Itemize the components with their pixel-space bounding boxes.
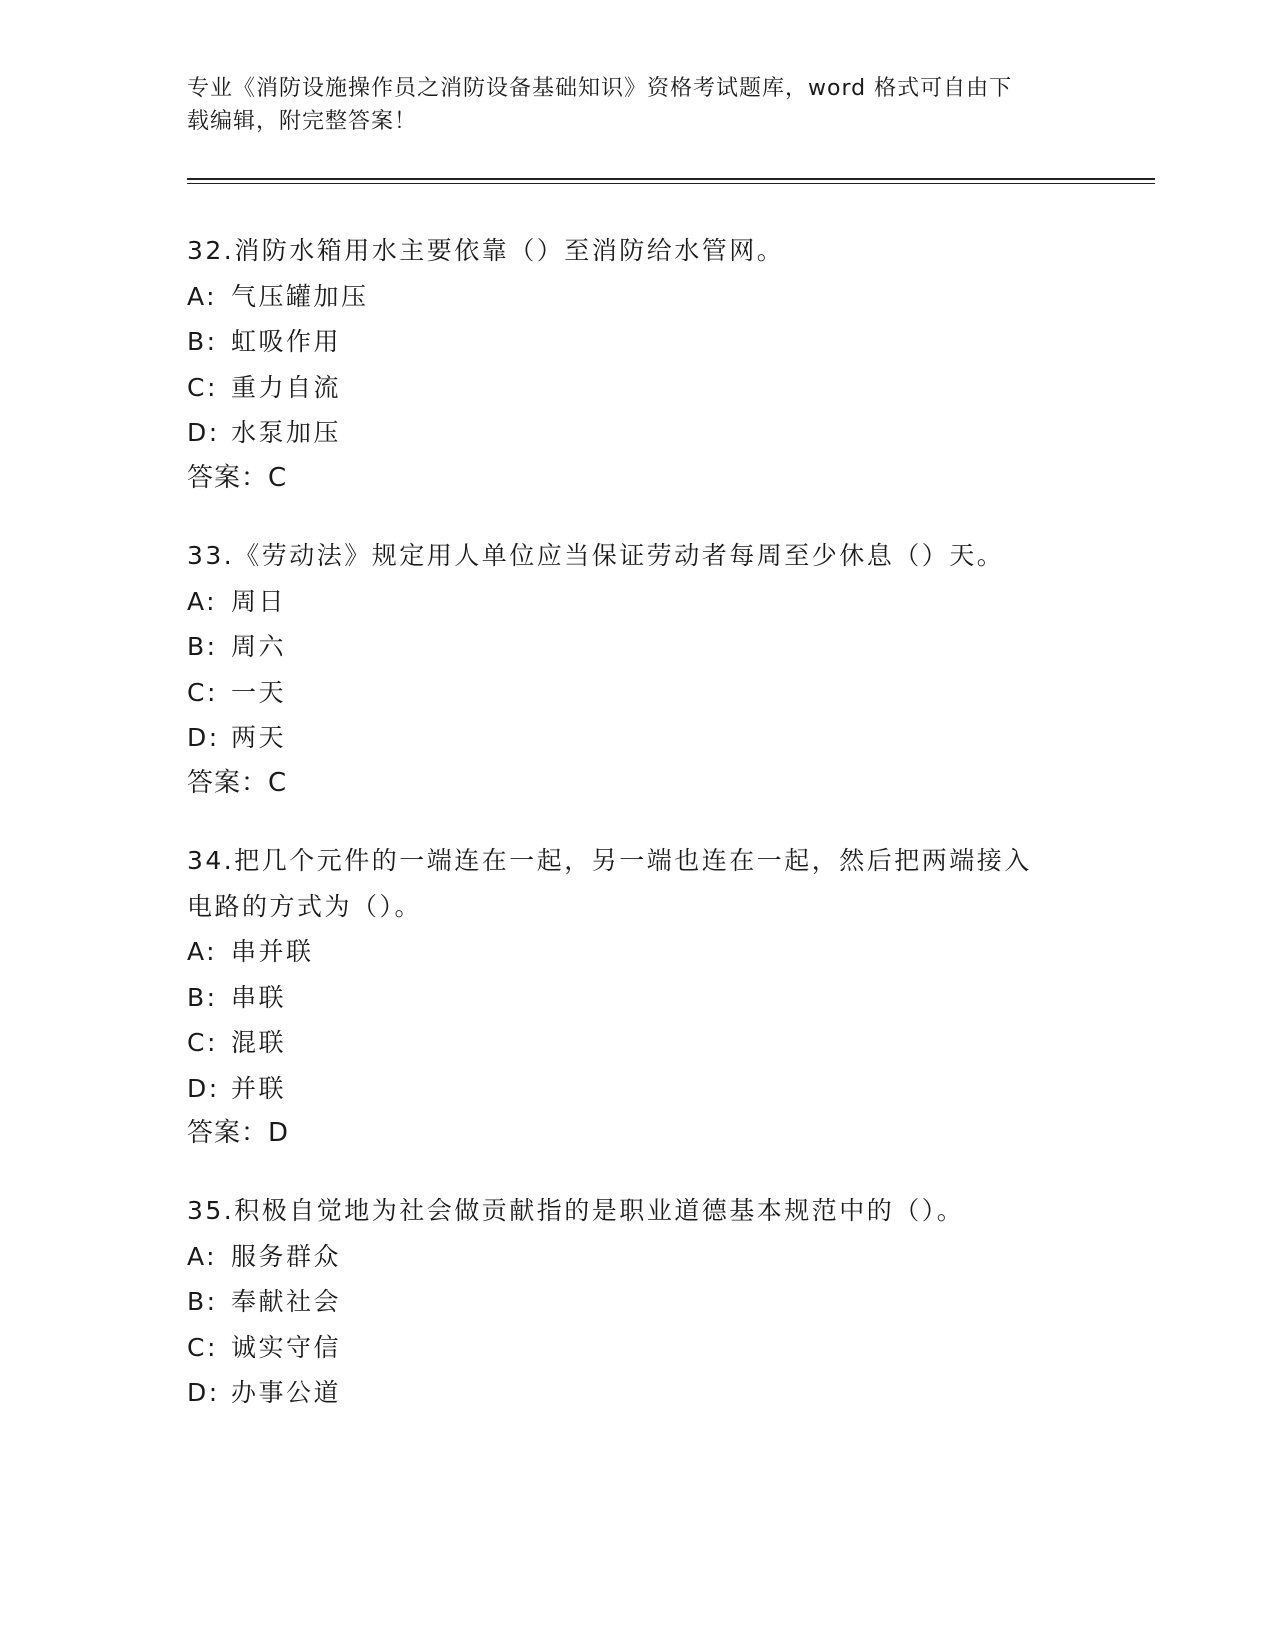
option-text: 串并联 [231,937,314,966]
option-text: 一天 [231,677,287,707]
question-text: 33.《劳动法》规定用人单位应当保证劳动者每周至少休息（）天。 [187,541,1005,570]
option-text: 奉献社会 [231,1287,342,1316]
answer: 答案：D [187,1118,290,1148]
option-d [187,1066,1087,1112]
question-35 [187,1188,1087,1416]
question-text: 34.把几个元件的一端连在一起，另一端也连在一起，然后把两端接入电路的方式为（）。 [187,846,1032,921]
option-text: 水泵加压 [231,418,342,447]
option-a [187,579,1087,625]
option-text: 混联 [231,1028,287,1057]
option-letter: C: [187,1332,218,1362]
question-text: 32.消防水箱用水主要依靠（）至消防给水管网。 [187,236,785,265]
option-text: 气压罐加压 [231,281,369,311]
answer: 答案：C [187,462,288,493]
option-letter: D: [187,418,220,447]
question-34 [187,838,1087,1157]
option-c [187,1020,1087,1066]
question-32 [187,228,1087,501]
option-letter: C: [187,677,218,707]
header-double-rule [187,178,1155,186]
option-c [187,365,1087,411]
option-letter: B: [187,1287,218,1316]
option-b [187,1279,1087,1325]
option-text: 办事公道 [231,1378,342,1407]
option-letter: A: [187,937,218,966]
divider-line [187,178,1155,180]
option-d [187,410,1087,456]
option-letter: B: [187,632,218,661]
option-letter: A: [187,281,218,311]
option-letter: D: [187,1073,220,1103]
option-text: 服务群众 [231,1241,342,1271]
option-b [187,319,1087,365]
option-text: 周日 [231,586,287,616]
option-d [187,1370,1087,1416]
option-text: 虹吸作用 [231,327,342,356]
question-text: 35.积极自觉地为社会做贡献指的是职业道德基本规范中的（）。 [187,1196,965,1225]
option-letter: A: [187,1241,218,1271]
option-letter: B: [187,982,218,1012]
option-c [187,670,1087,716]
answer: 答案：C [187,767,288,798]
option-a [187,1234,1087,1280]
option-letter: C: [187,372,218,402]
option-text: 并联 [231,1073,287,1103]
option-c [187,1325,1087,1371]
option-text: 诚实守信 [231,1332,342,1362]
option-letter: D: [187,1378,220,1407]
option-b [187,975,1087,1021]
option-d [187,715,1087,761]
option-letter: D: [187,723,220,752]
option-a [187,929,1087,975]
option-letter: A: [187,586,218,616]
option-a [187,274,1087,320]
document-header [187,72,1087,138]
option-b [187,624,1087,670]
option-letter: C: [187,1028,218,1057]
divider-line [187,183,1155,185]
header-line-2: 载编辑，附完整答案！ [187,109,418,134]
option-letter: B: [187,327,218,356]
option-text: 串联 [231,982,287,1012]
question-33 [187,533,1087,806]
option-text: 重力自流 [231,372,342,402]
header-line-1: 专业《消防设施操作员之消防设备基础知识》资格考试题库，word 格式可自由下 [187,76,1013,101]
option-text: 两天 [231,723,287,752]
option-text: 周六 [231,632,287,661]
